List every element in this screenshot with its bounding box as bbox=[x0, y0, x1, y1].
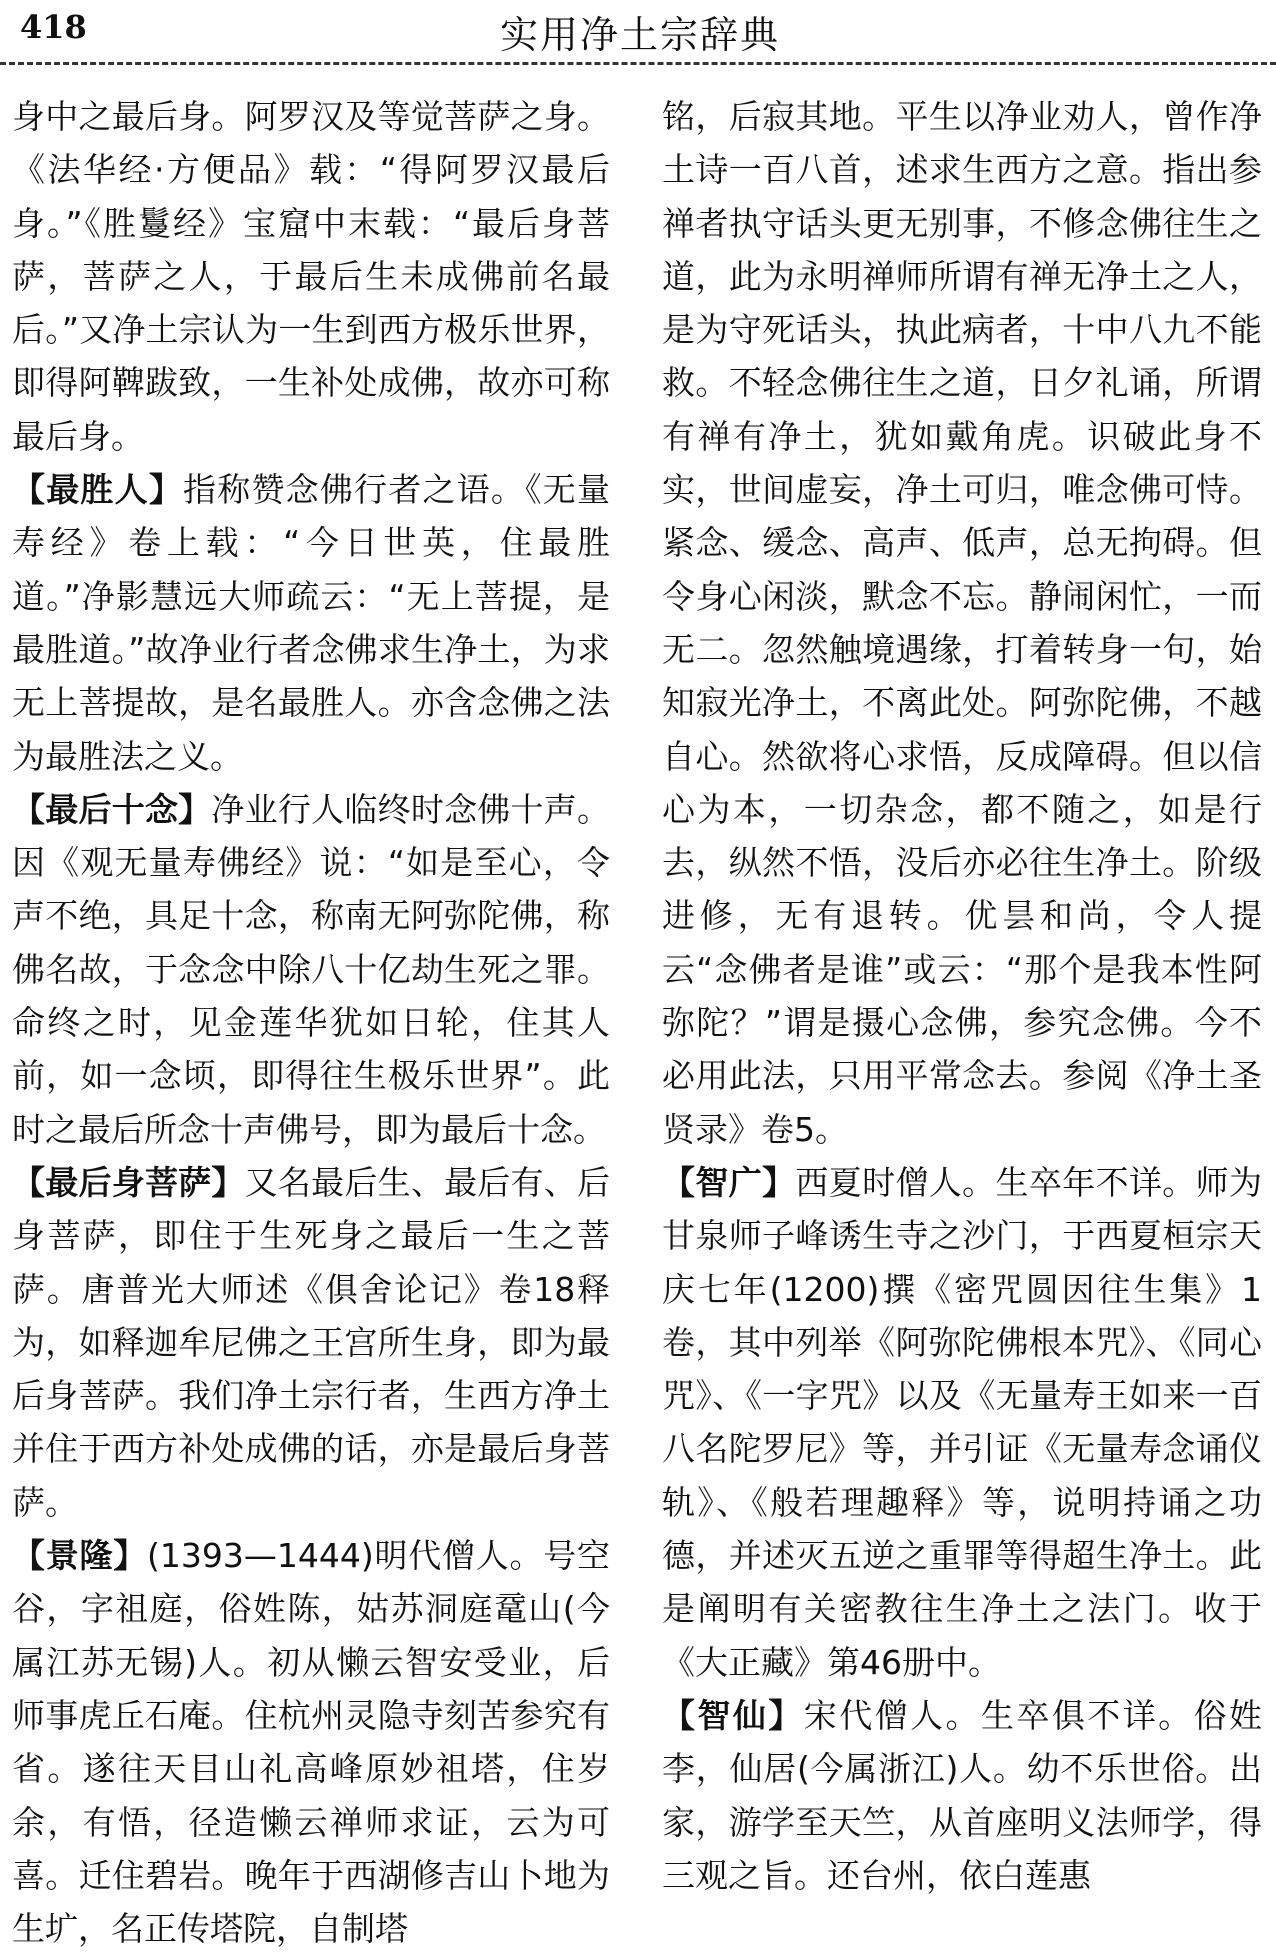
entry-headword: 【最后十念】 bbox=[12, 789, 212, 829]
entry-body: 指称赞念佛行者之语。《无量寿经》卷上载：“今日世英，住最胜道。”净影慧远大师疏云：“无上菩提，是最胜道。”故净业行者念佛求生净土，为求无上菩提故，是名最胜人。亦含念佛之法为最胜法之义。 bbox=[12, 470, 611, 776]
entry-body: 又名最后生、最后有、后身菩萨，即住于生死身之最后一生之菩萨。唐普光大师述《俱舍论记》卷18释为，如释迦牟尼佛之王宫所生身，即为最后身菩萨。我们净土宗行者，生西方净土并住于西方补处成佛的话，亦是最后身菩萨。 bbox=[12, 1162, 611, 1522]
entry-headword: 【智广】 bbox=[662, 1162, 796, 1202]
running-title: 实用净土宗辞典 bbox=[500, 13, 781, 57]
continued-entry-text: 身中之最后身。阿罗汉及等觉菩萨之身。《法华经·方便品》载：“得阿罗汉最后身。”《胜鬘经》宝窟中末载：“最后身菩萨，菩萨之人，于最后生未成佛前名最后。”又净土宗认为一生到西方极乐世界，即得阿鞞跋致，一生补处成佛，故亦可称最后身。 bbox=[12, 97, 610, 456]
page-number: 418 bbox=[20, 8, 87, 46]
entry-headword: 【景隆】 bbox=[12, 1536, 148, 1576]
right-column bbox=[662, 90, 1262, 1902]
dictionary-entry bbox=[12, 783, 610, 1156]
dictionary-entry bbox=[662, 1156, 1262, 1689]
entry-body: 宋代僧人。生卒俱不详。俗姓李，仙居(今属浙江)人。幼不乐世俗。出家，游学至天竺，从首座明义法师学，得三观之旨。还台州，依白莲惠 bbox=[662, 1695, 1262, 1895]
header-divider bbox=[0, 62, 1276, 65]
dictionary-entry bbox=[12, 463, 610, 783]
dictionary-entry bbox=[12, 1529, 610, 1955]
entry-headword: 【最胜人】 bbox=[12, 470, 184, 510]
entry-body: (1393—1444)明代僧人。号空谷，字祖庭，俗姓陈，姑苏洞庭鼋山(今属江苏无锡)人。初从懒云智安受业，后师事虎丘石庵。住杭州灵隐寺刻苦参究有省。遂往天目山礼高峰原妙祖塔，住岁余，有悟，径造懒云禅师求证，云为可喜。迁住碧岩。晚年于西湖修吉山卜地为生圹，名正传塔院，自制塔 bbox=[12, 1536, 610, 1949]
page-header bbox=[0, 0, 1276, 68]
continued-entry-text: 铭，后寂其地。平生以净业劝人，曾作净土诗一百八首，述求生西方之意。指出参禅者执守话头更无别事，不修念佛往生之道，此为永明禅师所谓有禅无净土之人，是为守死话头，执此病者，十中八九不能救。不轻念佛往生之道，日夕礼诵，所谓有禅有净土，犹如戴角虎。识破此身不实，世间虚妄，净土可归，唯念佛可恃。紧念、缓念、高声、低声，总无拘碍。但令身心闲淡，默念不忘。静闹闲忙，一而无二。忽然触境遇缘，打着转身一句，始知寂光净土，不离此处。阿弥陀佛，不越自心。然欲将心求悟，反成障碍。但以信心为本，一切杂念，都不随之，如是行去，纵然不悟，没后亦必往生净土。阶级进修，无有退转。优昙和尚，令人提云“念佛者是谁”或云：“那个是我本性阿弥陀？”谓是摄心念佛，参究念佛。今不必用此法，只用平常念去。参阅《净土圣贤录》卷5。 bbox=[662, 97, 1262, 1149]
dictionary-entry bbox=[12, 1156, 610, 1529]
left-column bbox=[12, 90, 610, 1955]
entry-body: 西夏时僧人。生卒年不详。师为甘泉师子峰诱生寺之沙门，于西夏桓宗天庆七年(1200)撰《密咒圆因往生集》1卷，其中列举《阿弥陀佛根本咒》、《同心咒》、《一字咒》以及《无量寿王如来一百八名陀罗尼》等，并引证《无量寿念诵仪轨》、《般若理趣释》等，说明持诵之功德，并述灭五逆之重罪等得超生净土。此是阐明有关密教往生净土之法门。收于《大正藏》第46册中。 bbox=[662, 1162, 1263, 1682]
entry-headword: 【智仙】 bbox=[662, 1695, 804, 1735]
dictionary-entry bbox=[662, 1689, 1262, 1902]
entry-headword: 【最后身菩萨】 bbox=[12, 1162, 245, 1202]
entry-body: 净业行人临终时念佛十声。因《观无量寿佛经》说：“如是至心，令声不绝，具足十念，称南无阿弥陀佛，称佛名故，于念念中除八十亿劫生死之罪。命终之时，见金莲华犹如日轮，住其人前，如一念顷，即得往生极乐世界”。此时之最后所念十声佛号，即为最后十念。 bbox=[12, 789, 611, 1149]
